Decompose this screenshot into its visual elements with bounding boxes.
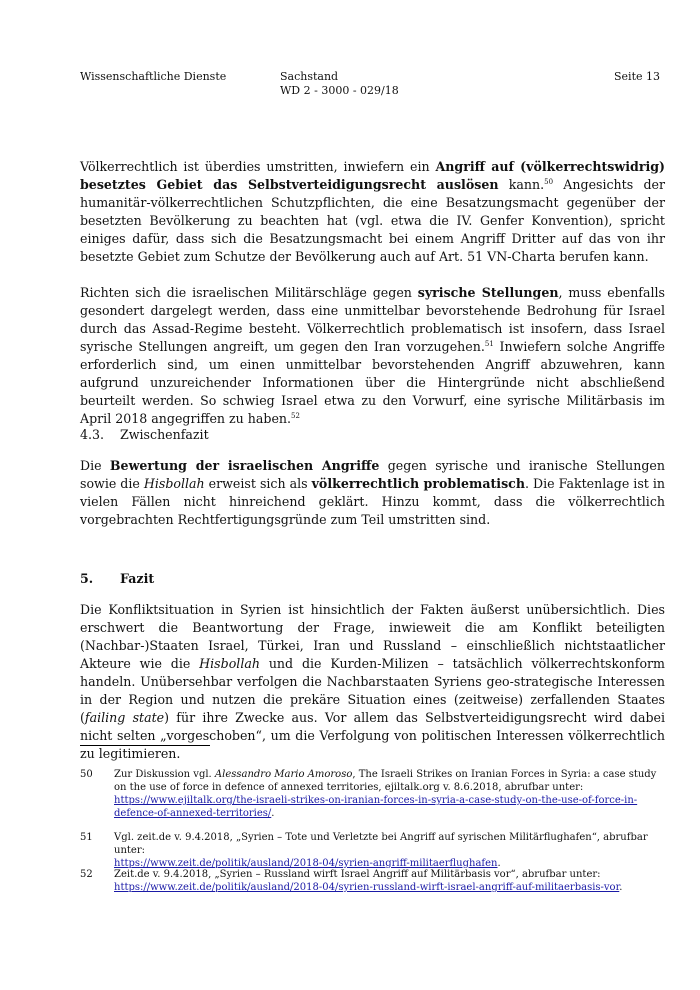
footnote-link[interactable]: https://www.ejiltalk.org/the-israeli-strikes-on-iranian-forces-in-syria-a-case-study-on-the-use-of-force-in-defence-of-annexed-territories/ bbox=[114, 795, 638, 819]
header-doc-id: WD 2 - 3000 - 029/18 bbox=[280, 84, 399, 97]
footnote-separator bbox=[80, 745, 210, 746]
text: Richten sich die israelischen Militärschläge gegen bbox=[80, 285, 418, 300]
text: Die bbox=[80, 458, 110, 473]
header-page-number: Seite 13 bbox=[614, 70, 660, 83]
text: Völkerrechtlich ist überdies umstritten, inwiefern ein bbox=[80, 159, 436, 174]
text: , The Israeli Strikes on Iranian Forces in Syria: a case study on the use of force in defence of annexed territories, ejiltalk.org v. 8.6.2018, abrufbar unter: bbox=[114, 769, 657, 793]
footnote-52 bbox=[80, 868, 665, 894]
paragraph-conclusion bbox=[80, 601, 665, 763]
header-doc-type: Sachstand bbox=[280, 70, 339, 83]
text: erweist sich als bbox=[204, 476, 312, 491]
body-bottom bbox=[80, 601, 665, 763]
section-title: Zwischenfazit bbox=[120, 427, 209, 442]
footnote-link[interactable]: https://www.zeit.de/politik/ausland/2018-04/syrien-russland-wirft-israel-angriff-auf-militaerbasis-vor bbox=[114, 882, 620, 893]
header-doc-info bbox=[280, 70, 399, 98]
text: Zeit.de v. 9.4.2018, „Syrien – Russland wirft Israel Angriff auf Militärbasis vor“, abrufbar unter: bbox=[114, 869, 601, 880]
footnote-ref-51[interactable]: 51 bbox=[484, 339, 494, 348]
bold-text: Angriff auf (völkerrechtswidrig) besetztes Gebiet das Selbstverteidigungsrecht auslösen bbox=[80, 159, 665, 192]
italic-text: Hisbollah bbox=[199, 656, 260, 671]
text: , muss ebenfalls gesondert dargelegt werden, dass eine unmittelbar bevorstehende Bedrohung für Israel durch das Assad-Regime besteht. Völkerrechtlich problematisch ist insofern, dass Israel syrische Stellungen angreift, um gegen den Iran vorzugehen. bbox=[80, 285, 665, 354]
body-middle bbox=[80, 457, 665, 529]
footnote-51 bbox=[80, 831, 665, 870]
text: Inwiefern solche Angriffe erforderlich sind, um einen unmittelbar bevorstehenden Angriff abzuwehren, kann aufgrund unzureichender Informationen über die Hintergründe nicht abschließend beurteilt werden. So schwieg Israel etwa zu den Vorwurf, eine syrische Militärbasis im April 2018 angegriffen zu haben. bbox=[80, 339, 665, 426]
paragraph-interim-conclusion bbox=[80, 457, 665, 529]
text: Die Konfliktsituation in Syrien ist hinsichtlich der Fakten äußerst unübersichtlich. Dies erschwert die Beantwortung der Frage, inwieweit die am Konflikt beteiligten (Nachbar-)Staaten Israel, Türkei, Iran und Russland – einschließlich nichtstaatlicher Akteure wie die bbox=[80, 602, 665, 671]
section-heading-5 bbox=[80, 570, 154, 588]
footnote-ref-52[interactable]: 52 bbox=[291, 411, 300, 420]
text: Vgl. zeit.de v. 9.4.2018, „Syrien – Tote und Verletzte bei Angriff auf syrischen Militärflughafen“, abrufbar unter: bbox=[114, 832, 648, 856]
text: gegen syrische und iranische Stellungen sowie die bbox=[80, 458, 665, 491]
body-top bbox=[80, 158, 665, 446]
bold-text: Bewertung der israelischen Angriffe bbox=[109, 458, 380, 473]
section-number: 4.3. bbox=[80, 427, 105, 442]
text: Zur Diskussion vgl. bbox=[114, 769, 215, 780]
italic-text: Alessandro Mario Amoroso bbox=[214, 769, 353, 780]
section-number: 5. bbox=[80, 571, 94, 586]
footnote-ref-50[interactable]: 50 bbox=[544, 177, 554, 186]
footnote-link[interactable]: https://www.zeit.de/politik/ausland/2018-04/syrien-angriff-militaerflughafen bbox=[114, 858, 498, 869]
text: . bbox=[497, 858, 501, 869]
paragraph-syrian-positions bbox=[80, 284, 665, 428]
text: . Die Faktenlage ist in vielen Fällen nicht hinreichend geklärt. Hinzu kommt, dass die völkerrechtlich vorgebrachten Rechtfertigungsgründe zum Teil umstritten sind. bbox=[80, 476, 665, 527]
footnote-number: 50 bbox=[80, 769, 93, 780]
section-title: Fazit bbox=[120, 571, 155, 586]
italic-text: Hisbollah bbox=[143, 476, 205, 491]
italic-text: failing state bbox=[84, 710, 165, 725]
page-header bbox=[80, 70, 660, 110]
bold-text: syrische Stellungen bbox=[417, 285, 559, 300]
text: Angesichts der humanitär-völkerrechtlichen Schutzpflichten, die eine Besatzungsmacht gegenüber der besetzten Bevölkerung zu beachten hat (vgl. etwa die IV. Genfer Konvention), spricht einiges dafür, dass sich die Besatzungsmacht bei einem Angriff Dritter auf das von ihr besetzte Gebiet zum Schutze der Bevölkerung auch auf Art. 51 VN-Charta berufen kann. bbox=[80, 177, 665, 264]
footnote-text bbox=[114, 831, 665, 870]
text: und die Kurden-Milizen – tatsächlich völkerrechtskonform handeln. Unübersehbar verfolgen die Nachbarstaaten Syriens geo-strategische Interessen in der Region und nutzen die prekäre Situation eines (zeitweise) zerfallenden Staates ( bbox=[80, 656, 665, 725]
header-institution: Wissenschaftliche Dienste bbox=[80, 70, 227, 83]
footnote-number: 52 bbox=[80, 869, 93, 880]
text: . bbox=[619, 882, 623, 893]
text: . bbox=[271, 808, 275, 819]
text: kann. bbox=[498, 177, 545, 192]
footnote-text bbox=[114, 868, 665, 894]
bold-text: völkerrechtlich problematisch bbox=[311, 476, 525, 491]
footnote-50 bbox=[80, 768, 665, 820]
paragraph-occupied-territory bbox=[80, 158, 665, 266]
section-heading-4-3 bbox=[80, 426, 209, 444]
footnote-text bbox=[114, 768, 665, 820]
text: ) für ihre Zwecke aus. Vor allem das Selbstverteidigungsrecht wird dabei nicht selten „vorgeschoben“, um die Verfolgung von politischen Interessen völkerrechtlich zu legitimieren. bbox=[80, 710, 665, 761]
footnote-number: 51 bbox=[80, 832, 93, 843]
